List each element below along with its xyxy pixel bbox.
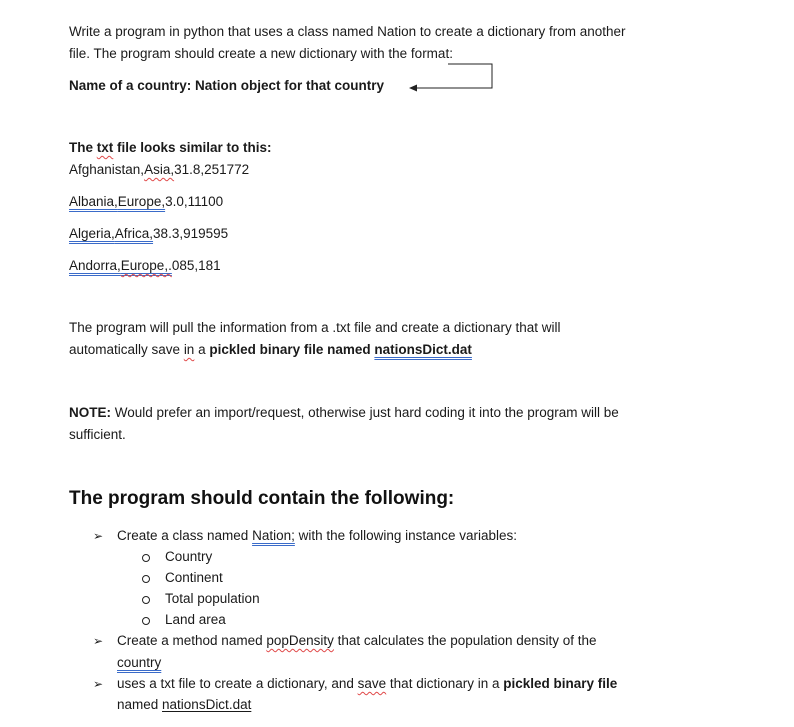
sub-list-item: Continent [165, 570, 223, 585]
list-item: Create a class named Nation; with the following instance variables: [117, 528, 517, 543]
sub-list-item: Land area [165, 612, 226, 627]
txt-row: Albania,Europe,3.0,11100 [69, 194, 224, 209]
intro-line-1: Write a program in python that uses a class named Nation to create a dictionary from another [69, 24, 626, 39]
filename-nationsdict: nationsDict.dat [374, 342, 472, 357]
elbow-arrow-icon [69, 0, 469, 100]
note-line-2: sufficient. [69, 427, 126, 442]
list-item-continuation: named nationsDict.dat [117, 697, 252, 712]
list-item: uses a txt file to create a dictionary, and save that dictionary in a pickled binary file [117, 676, 618, 691]
txt-row: Andorra,Europe,.085,181 [69, 258, 221, 273]
circle-bullet-icon [142, 596, 150, 604]
circle-bullet-icon [142, 617, 150, 625]
note-label: NOTE: [69, 405, 111, 420]
txt-file-heading: The txt file looks similar to this: [69, 140, 272, 155]
intro-line-2: file. The program should create a new dictionary with the format: [69, 46, 453, 61]
arrow-bullet-icon: ➢ [93, 677, 104, 691]
spell-mark-txt: txt [96, 140, 114, 155]
circle-bullet-icon [142, 575, 150, 583]
sub-list-item: Total population [165, 591, 260, 606]
pull-line-1: The program will pull the information from a .txt file and create a dictionary that will [69, 320, 561, 335]
list-item-continuation: country [117, 655, 162, 670]
arrow-bullet-icon: ➢ [93, 529, 104, 543]
list-item: Create a method named popDensity that calculates the population density of the [117, 633, 597, 648]
circle-bullet-icon [142, 554, 150, 562]
sub-list-item: Country [165, 549, 213, 564]
txt-row: Algeria,Africa,38.3,919595 [69, 226, 229, 241]
program-heading: The program should contain the following: [69, 488, 455, 509]
arrow-bullet-icon: ➢ [93, 634, 104, 648]
note-line-1: NOTE: Would prefer an import/request, otherwise just hard coding it into the program will be [69, 405, 619, 420]
format-line: Name of a country: Nation object for that country [69, 78, 385, 93]
pull-line-2: automatically save in a pickled binary file named nationsDict.dat [69, 342, 472, 357]
txt-row: Afghanistan,Asia,31.8,251772 [69, 162, 250, 177]
